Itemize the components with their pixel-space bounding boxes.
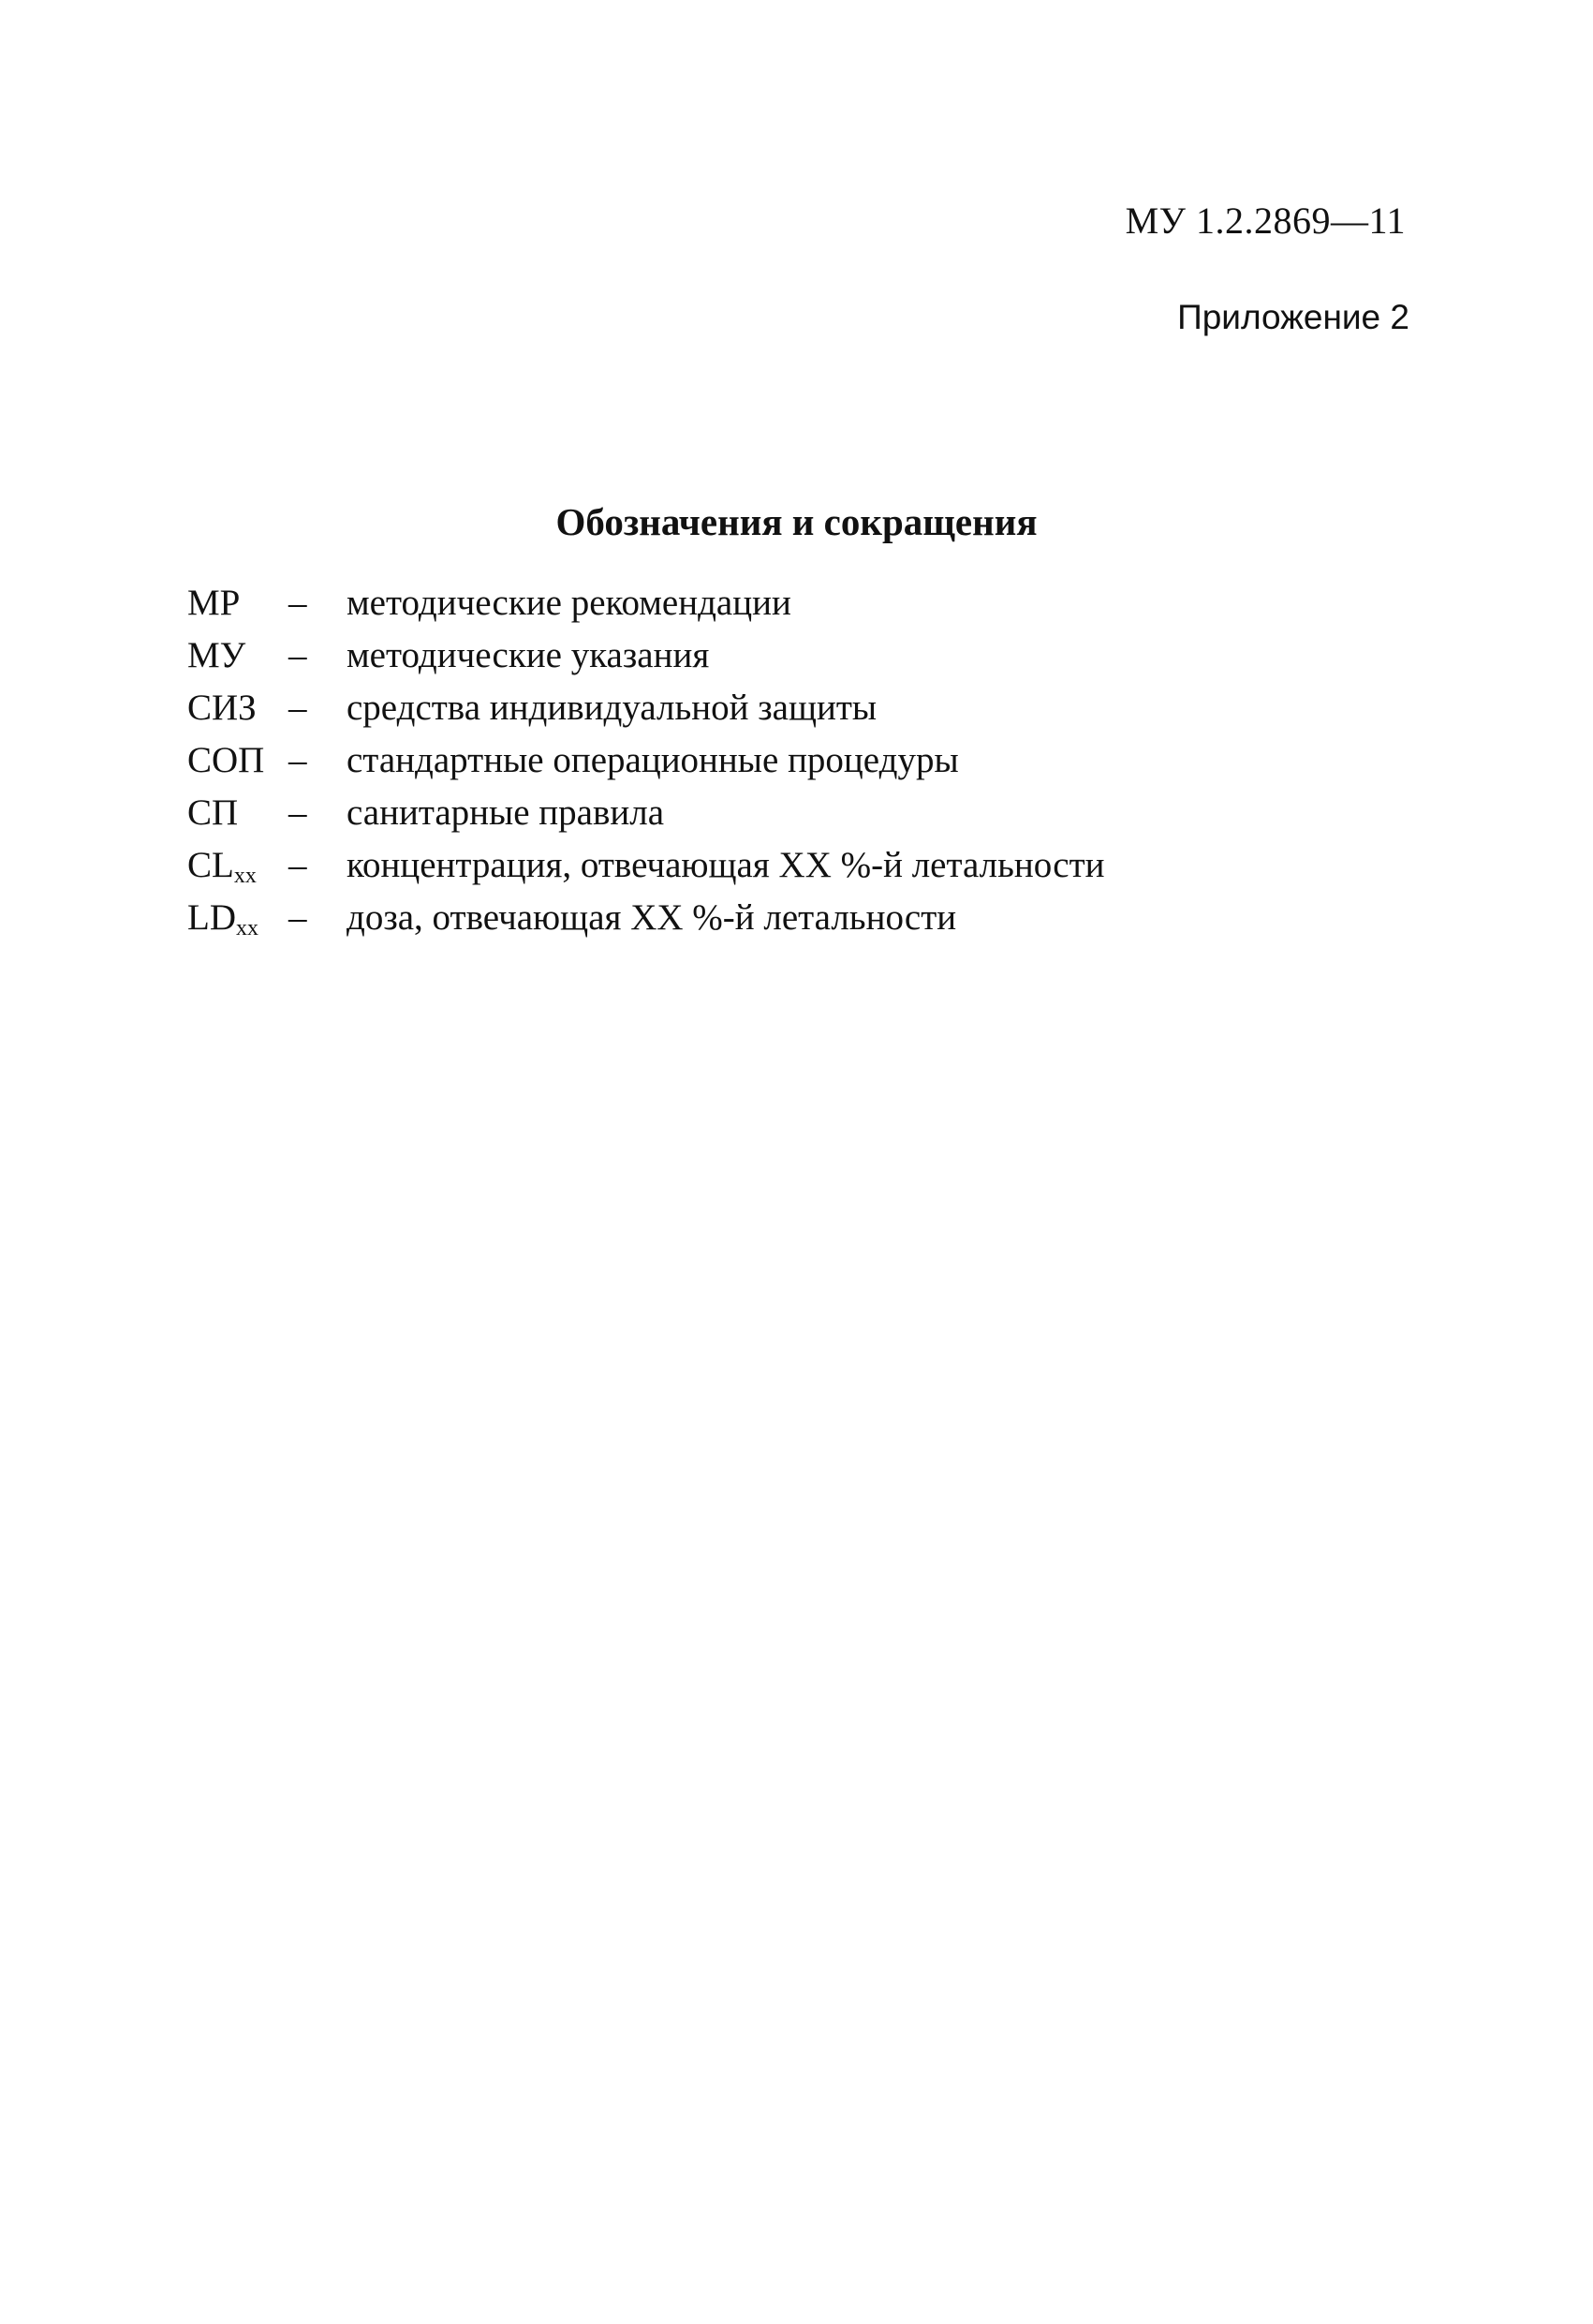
abbreviation-dash: – (288, 583, 307, 623)
abbreviation-subscript: xx (233, 864, 257, 888)
abbreviation-row-clxx (187, 839, 1405, 892)
abbreviation-definition: санитарные правила (347, 792, 665, 833)
appendix-label: Приложение 2 (1177, 298, 1409, 336)
abbreviation-term: СОП (187, 740, 265, 780)
abbreviation-subscript: xx (236, 916, 258, 940)
abbreviation-definition: стандартные операционные процедуры (347, 740, 959, 780)
abbreviation-row-mu (187, 629, 1405, 682)
abbreviation-definition: средства индивидуальной защиты (347, 688, 878, 728)
abbreviation-term: $LD_{xx}$ (187, 897, 258, 940)
abbreviation-term: $CL_{xx}$ (187, 845, 257, 888)
document-code: МУ 1.2.2869—11 (1125, 200, 1406, 242)
abbreviation-row-ldxx (187, 892, 1405, 944)
abbreviation-row-mr (187, 577, 1405, 629)
abbreviation-dash: – (288, 792, 307, 833)
abbreviation-term: МР (187, 583, 241, 623)
abbreviation-row-siz (187, 682, 1405, 734)
abbreviation-definition: методические рекомендации (347, 583, 791, 623)
abbreviation-dash: – (288, 897, 307, 938)
abbreviation-term: МУ (187, 635, 246, 675)
abbreviation-definition: доза, отвечающая XX %-й летальности (347, 897, 957, 938)
abbreviation-row-sp (187, 787, 1405, 839)
abbreviation-dash: – (288, 740, 307, 780)
abbreviation-dash: – (288, 635, 307, 675)
abbreviation-term: СП (187, 792, 239, 833)
abbreviation-dash: – (288, 688, 307, 728)
abbreviation-list (187, 577, 1405, 944)
abbreviation-definition: концентрация, отвечающая XX %-й летальности (347, 845, 1105, 885)
abbreviation-dash: – (288, 845, 307, 885)
abbreviation-definition: методические указания (347, 635, 710, 675)
section-title: Обозначения и сокращения (555, 500, 1038, 543)
abbreviation-row-sop (187, 734, 1405, 787)
abbreviation-term: СИЗ (187, 688, 257, 728)
